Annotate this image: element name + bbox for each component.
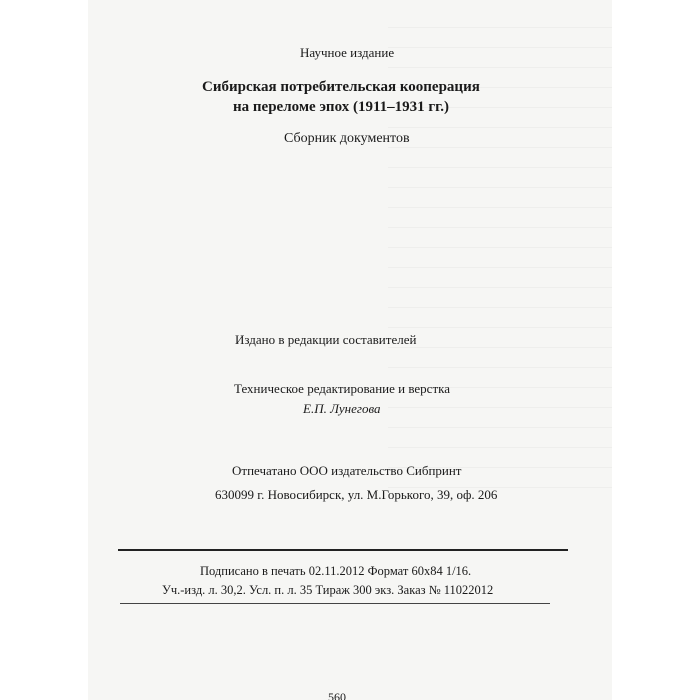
edition-type: Научное издание	[300, 45, 395, 60]
book-title-line2: на переломе эпох (1911–1931 гг.)	[233, 99, 450, 115]
top-rule	[118, 549, 568, 551]
print-details-line1: Подписано в печать 02.11.2012 Формат 60x84 1/16.	[200, 564, 472, 578]
page-number: 560	[328, 690, 346, 700]
print-details-line2: Уч.-изд. л. 30,2. Усл. п. л. 35 Тираж 300 экз. Заказ № 11022012	[162, 583, 494, 597]
printed-by: Отпечатано ООО издательство Сибпринт	[232, 463, 462, 478]
book-title-line1: Сибирская потребительская кооперация	[202, 79, 480, 95]
book-page	[88, 0, 612, 700]
bottom-rule	[120, 603, 550, 604]
tech-editor-name: Е.П. Лунегова	[303, 401, 381, 416]
book-subtitle: Сборник документов	[284, 131, 410, 146]
edited-note: Издано в редакции составителей	[235, 332, 417, 347]
tech-editing-label: Техническое редактирование и верстка	[234, 381, 451, 396]
printer-address: 630099 г. Новосибирск, ул. М.Горького, 39, оф. 206	[215, 487, 498, 502]
